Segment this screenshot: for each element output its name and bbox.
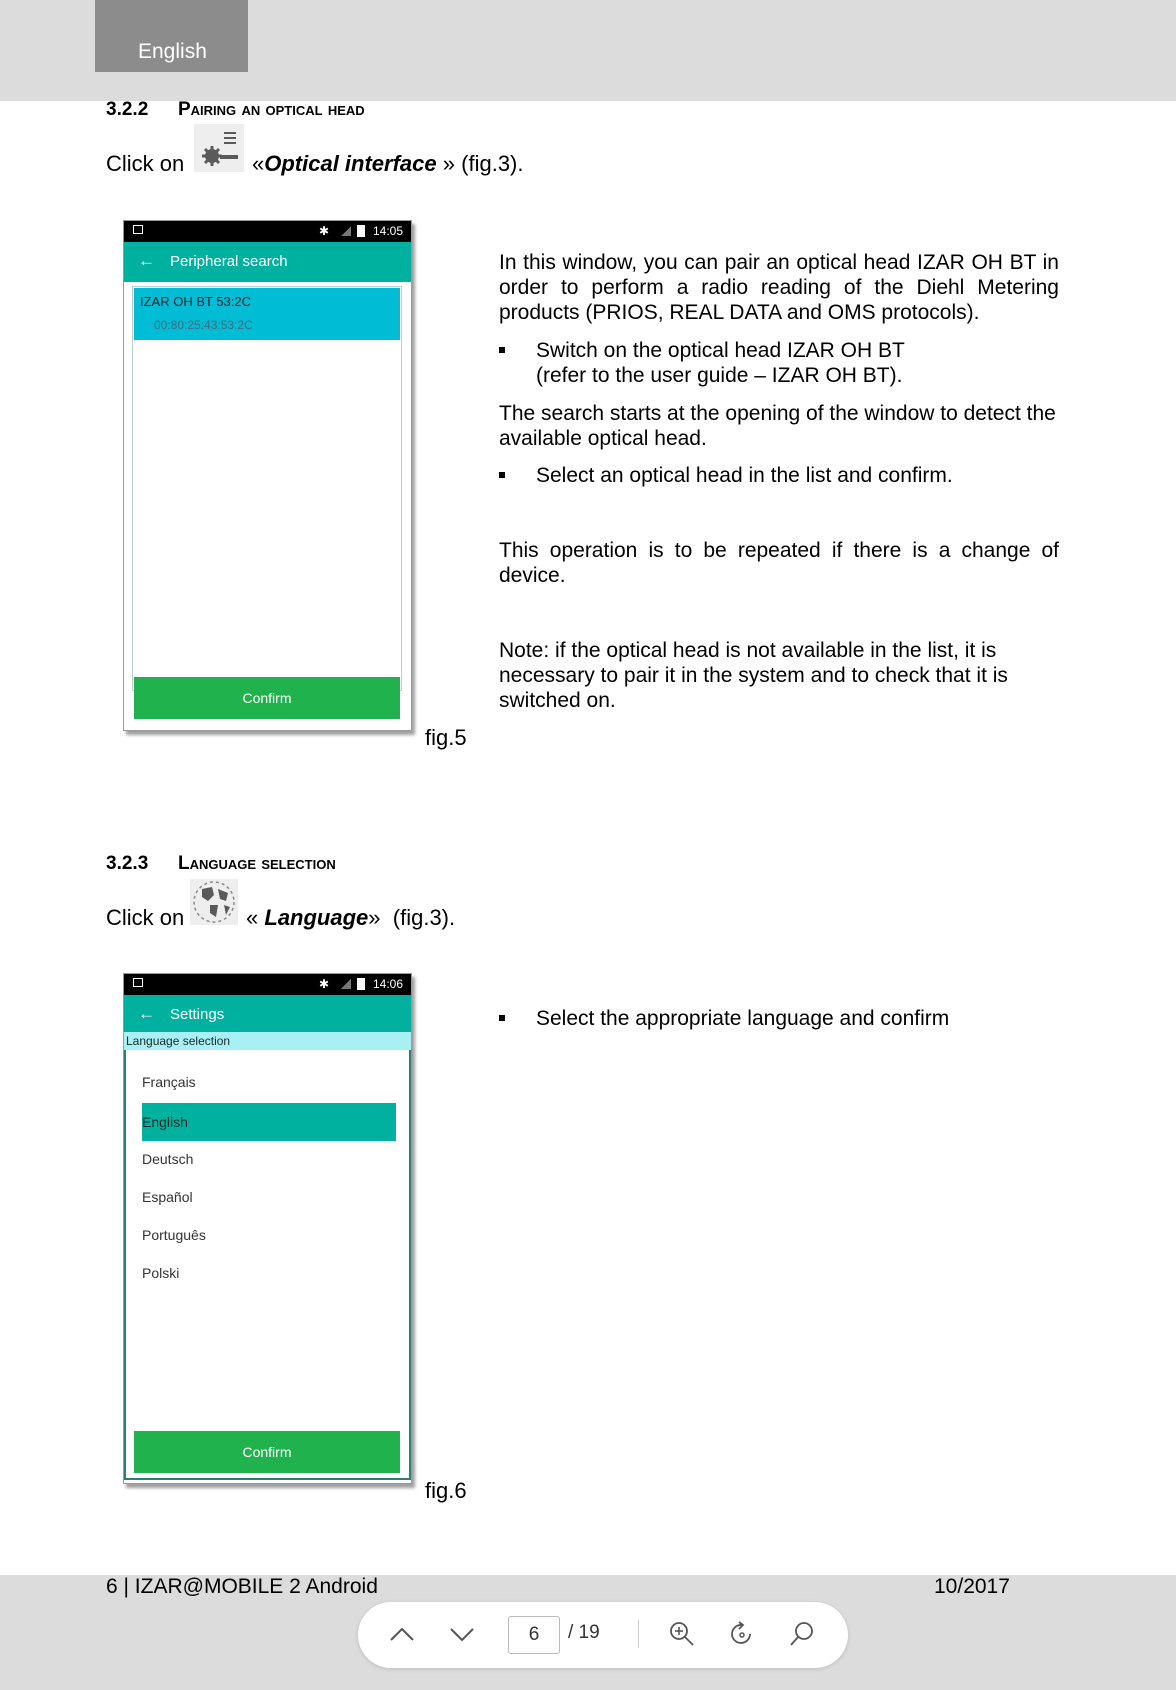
rotate-icon: [728, 1620, 756, 1648]
bluetooth-icon: ✱: [318, 977, 329, 991]
search-button[interactable]: [788, 1620, 816, 1653]
bluetooth-icon: ✱: [318, 224, 329, 238]
pairing-paragraph-2: The search starts at the opening of the window to detect the available optical head.: [499, 402, 1056, 450]
click-prefix: Click on: [106, 151, 185, 176]
figure-5-label: fig.5: [425, 725, 467, 750]
back-arrow-icon[interactable]: ←: [138, 1004, 155, 1023]
footer-date: 10/2017: [934, 1575, 1010, 1598]
figure-6-screenshot: [123, 973, 412, 1484]
toolbar: [124, 242, 411, 282]
language-link: Language: [264, 905, 369, 930]
battery-icon: [357, 978, 365, 990]
status-bar: [124, 221, 411, 242]
pairing-paragraph-1: In this window, you can pair an optical head IZAR OH BT in order to perform a radio reading of the Diehl Metering products (PRIOS, REAL DATA and OMS protocols).: [499, 251, 1059, 324]
figure-6-label: fig.6: [425, 1478, 467, 1503]
bullet-icon: [499, 1015, 505, 1021]
footer-page-info: 6 | IZAR@MOBILE 2 Android: [106, 1575, 378, 1598]
click-prefix: Click on: [106, 905, 185, 930]
pairing-paragraph-3: This operation is to be repeated if there is a change of device.: [499, 539, 1059, 587]
click-target-language: « Language» (fig.3).: [246, 905, 456, 930]
toolbar-divider: [638, 1620, 639, 1648]
confirm-button[interactable]: Confirm: [134, 677, 400, 719]
back-arrow-icon[interactable]: ←: [138, 251, 155, 270]
device-list-item[interactable]: [134, 288, 400, 340]
bullet-icon: [499, 472, 505, 478]
screenshot-icon: [133, 978, 143, 987]
language-option[interactable]: Polski: [142, 1265, 180, 1281]
optical-interface-icon: [194, 124, 244, 172]
pairing-bullet-2: Select an optical head in the list and confirm.: [499, 463, 1059, 488]
toolbar-title: Peripheral search: [170, 253, 288, 270]
device-list: [132, 286, 402, 691]
language-option-selected[interactable]: English: [142, 1103, 396, 1141]
zoom-in-button[interactable]: [668, 1620, 696, 1653]
section-title: Pairing an optical head: [178, 99, 365, 120]
optical-interface-link: Optical interface: [264, 151, 437, 176]
language-tab-label: English: [138, 40, 207, 63]
click-target-pairing: «Optical interface » (fig.3).: [252, 151, 524, 176]
signal-icon: [341, 226, 351, 236]
status-time: 14:06: [372, 977, 403, 991]
language-option[interactable]: Français: [142, 1074, 196, 1090]
language-option[interactable]: Português: [142, 1227, 206, 1243]
pairing-note: Note: if the optical head is not available in the list, it is necessary to pair it in the system and to check that it is switched on.: [499, 639, 1008, 712]
section-heading-pairing: [106, 99, 365, 121]
chevron-up-icon: [388, 1622, 416, 1646]
language-selection-subheader: Language selection: [124, 1032, 411, 1050]
figure-5-screenshot: [123, 220, 412, 731]
section-title: Language selection: [178, 853, 336, 874]
page-total: / 19: [568, 1622, 600, 1643]
language-option[interactable]: Deutsch: [142, 1151, 194, 1167]
toolbar-title: Settings: [170, 1006, 225, 1023]
signal-icon: [341, 979, 351, 989]
status-bar: [124, 974, 411, 995]
screenshot-icon: [133, 225, 143, 234]
page-number-input[interactable]: 6: [508, 1616, 560, 1654]
status-time: 14:05: [372, 224, 403, 238]
globe-icon: [190, 879, 238, 925]
rotate-button[interactable]: [728, 1620, 756, 1653]
previous-page-button[interactable]: [388, 1622, 416, 1651]
language-tab: [95, 0, 248, 72]
language-option[interactable]: Español: [142, 1189, 193, 1205]
confirm-button[interactable]: Confirm: [134, 1431, 400, 1473]
language-list: [124, 1050, 411, 1480]
device-name: IZAR OH BT 53:2C: [140, 294, 252, 309]
search-icon: [788, 1620, 816, 1648]
language-bullet: Select the appropriate language and confirm: [499, 1006, 1059, 1031]
section-number: 3.2.3: [106, 853, 149, 874]
toolbar: [124, 995, 411, 1035]
pairing-bullet-1: Switch on the optical head IZAR OH BT (refer to the user guide – IZAR OH BT).: [499, 338, 1059, 388]
click-instruction-pairing: [106, 151, 184, 177]
bullet-icon: [499, 347, 505, 353]
click-instruction-language: [106, 905, 184, 931]
next-page-button[interactable]: [448, 1622, 476, 1651]
chevron-down-icon: [448, 1622, 476, 1646]
section-heading-language: [106, 853, 336, 875]
section-number: 3.2.2: [106, 99, 149, 120]
pdf-viewer-toolbar: [358, 1602, 848, 1668]
device-mac: 00:80:25:43:53:2C: [154, 318, 253, 332]
zoom-in-icon: [668, 1620, 696, 1648]
battery-icon: [357, 225, 365, 237]
